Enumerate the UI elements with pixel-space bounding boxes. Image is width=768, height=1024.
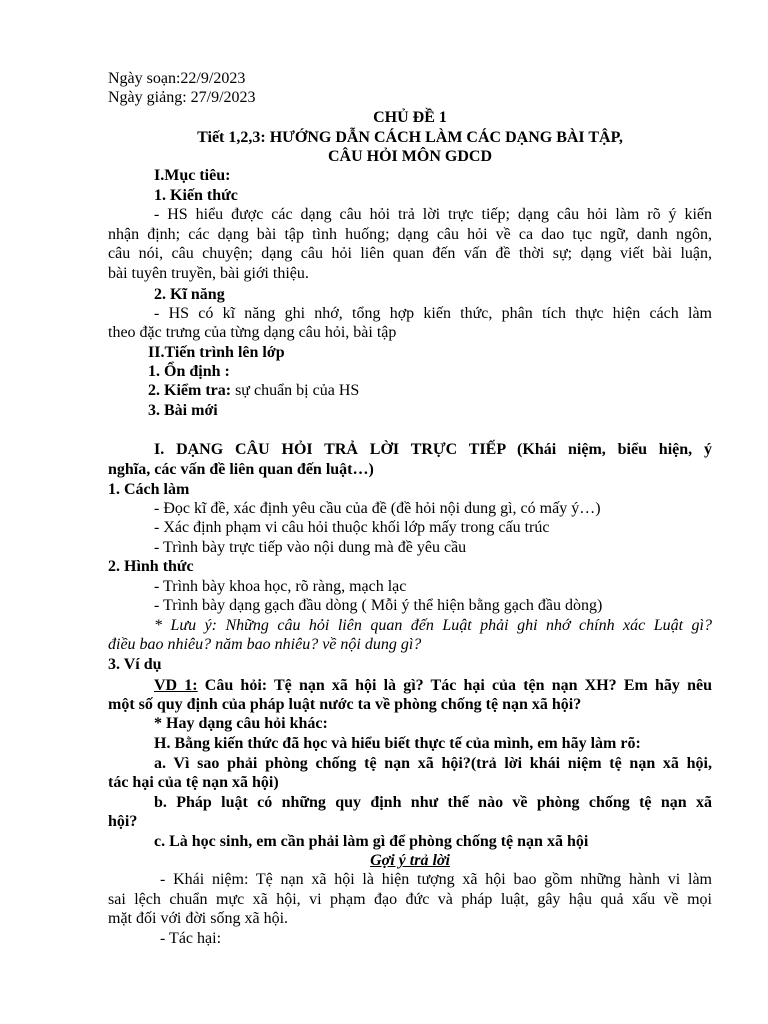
example1-line2: một số quy định của pháp luật nước ta về phòng chống tệ nạn xã hội? (108, 696, 582, 713)
lesson-title-line2: CÂU HỎI MÔN GDCD (328, 148, 492, 165)
objectives-heading: I.Mục tiêu: (154, 167, 231, 184)
knowledge-line: - HS hiểu được các dạng câu hỏi trả lời trực tiếp; dạng câu hỏi làm rõ ý kiến (154, 206, 712, 223)
new-lesson-heading: 3. Bài mới (148, 402, 218, 419)
concept-line: mặt đối với đời sống xã hội. (108, 910, 289, 927)
knowledge-line: nhận định; các dạng bài tập tình huống; dạng câu hỏi về ca dao tục ngữ, danh ngôn, (108, 226, 712, 243)
method-heading: 1. Cách làm (108, 481, 190, 498)
check-value: sự chuẩn bị của HS (231, 382, 360, 399)
lesson-title-line1: Tiết 1,2,3: HƯỚNG DẪN CÁCH LÀM CÁC DẠNG BÀI TẬP, (197, 129, 623, 146)
note-line1: * Lưu ý: Những câu hỏi liên quan đến Luật phải ghi nhớ chính xác Luật gì? (154, 617, 712, 634)
concept-line: - Khái niệm: Tệ nạn xã hội là hiện tượng xã hội bao gồm những hành vi làm (160, 871, 712, 888)
other-form-heading: * Hay dạng câu hỏi khác: (154, 715, 328, 732)
skills-line: theo đặc trưng của từng dạng câu hỏi, bài tập (108, 324, 397, 341)
example-heading: 3. Ví dụ (108, 656, 162, 673)
example1-label: VD 1: (154, 677, 198, 694)
skills-line: - HS có kĩ năng ghi nhớ, tổng hợp kiến thức, phân tích thực hiện cách làm (154, 305, 712, 322)
stabilize-heading: 1. Ổn định : (148, 363, 230, 380)
knowledge-line: câu nói, câu chuyện; dạng câu hỏi liên quan đến vấn đề thời sự; dạng viết bài luận, (108, 245, 712, 262)
format-item: - Trình bày khoa học, rõ ràng, mạch lạc (154, 578, 407, 595)
question-a-line1: a. Vì sao phải phòng chống tệ nạn xã hội?(trả lời khái niệm tệ nạn xã hội, (154, 755, 712, 772)
knowledge-heading: 1. Kiến thức (154, 187, 238, 204)
method-item: - Đọc kĩ đề, xác định yêu cầu của đề (đề hỏi nội dung gì, có mấy ý…) (154, 500, 601, 517)
section1-heading-line2: nghĩa, các vấn đề liên quan đến luật…) (108, 461, 374, 478)
teach-date: Ngày giảng: 27/9/2023 (108, 89, 256, 106)
check-label: 2. Kiểm tra: (148, 382, 232, 399)
question-h: H. Bằng kiến thức đã học và hiểu biết thực tế của mình, em hãy làm rõ: (154, 735, 641, 752)
example1-question: Câu hỏi: Tệ nạn xã hội là gì? Tác hại của tện nạn XH? Em hãy nêu (197, 677, 713, 694)
answer-hint-heading: Gợi ý trả lời (370, 852, 450, 869)
question-a-line2: tác hại của tệ nạn xã hội) (108, 774, 279, 791)
method-item: - Trình bày trực tiếp vào nội dung mà đề yêu cầu (154, 539, 467, 556)
prep-date: Ngày soạn:22/9/2023 (108, 70, 246, 87)
topic-title: CHỦ ĐỀ 1 (373, 109, 447, 126)
process-heading: II.Tiến trình lên lớp (148, 344, 285, 361)
check-line (148, 381, 712, 400)
question-c: c. Là học sinh, em cần phải làm gì để phòng chống tệ nạn xã hội (154, 833, 589, 850)
method-item: - Xác định phạm vi câu hỏi thuộc khối lớp mấy trong cấu trúc (154, 519, 550, 536)
section1-heading-line1: I. DẠNG CÂU HỎI TRẢ LỜI TRỰC TIẾP (Khái niệm, biểu hiện, ý (154, 441, 712, 458)
question-b-line1: b. Pháp luật có những quy định như thế nào về phòng chống tệ nạn xã (154, 794, 712, 811)
format-item: - Trình bày dạng gạch đầu dòng ( Mỗi ý thể hiện bằng gạch đầu dòng) (154, 597, 603, 614)
knowledge-line: bài tuyên truyền, bài giới thiệu. (108, 265, 309, 282)
format-heading: 2. Hình thức (108, 558, 194, 575)
skills-heading: 2. Kĩ năng (154, 286, 225, 303)
harm-heading: - Tác hại: (160, 930, 222, 947)
question-b-line2: hội? (108, 813, 138, 830)
concept-line: sai lệch chuẩn mực xã hội, vi phạm đạo đức và pháp luật, gây hậu quả xấu về mọi (108, 891, 712, 908)
note-line2: điều bao nhiêu? năm bao nhiêu? về nội dung gì? (108, 636, 422, 653)
example1-line1 (154, 676, 712, 695)
